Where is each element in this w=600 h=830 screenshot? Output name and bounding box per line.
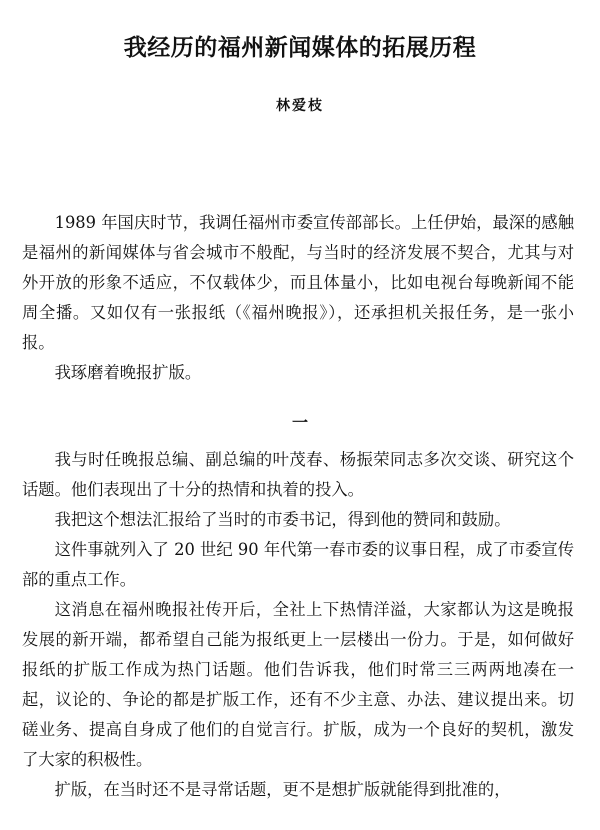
- paragraph: 我琢磨着晚报扩版。: [54, 363, 202, 382]
- paragraph: 这件事就列入了 20 世纪 90 年代第一春市委的议事日程，成了市委宣传部的重点工作。: [22, 540, 574, 589]
- paragraph: 扩版，在当时还不是寻常话题，更不是想扩版就能得到批准的，: [54, 780, 511, 799]
- paragraph: 这消息在福州晚报社传开后，全社上下热情洋溢，大家都认为这是晚报发展的新开端，都希望自己能为报纸更上一层楼出一份力。于是，如何做好报纸的扩版工作成为热门话题。他们告诉我，他们时常三三两两地凑在一起，议论的、争论的都是扩版工作，还有不少主意、办法、建议提出来。切磋业务、提高自身成了他们的自觉言行。扩版，成为一个良好的契机，激发了大家的积极性。: [22, 600, 574, 769]
- paragraph: 1989 年国庆时节，我调任福州市委宣传部部长。上任伊始，最深的感触是福州的新闻媒体与省会城市不般配，与当时的经济发展不契合，尤其与对外开放的形象不适应，不仅载体少，而且体量小，比如电视台每晚新闻不能周全播。又如仅有一张报纸（《福州晚报》），还承担机关报任务，是一张小报。: [22, 213, 574, 352]
- intro-section: [22, 208, 574, 388]
- article-author: 林爱枝: [276, 98, 324, 114]
- section-one-body: [22, 445, 574, 805]
- paragraph: 我与时任晚报总编、副总编的叶茂春、杨振荣同志多次交谈、研究这个话题。他们表现出了十分的热情和执着的投入。: [22, 450, 574, 499]
- article-title: 我经历的福州新闻媒体的拓展历程: [123, 34, 477, 61]
- paragraph: 我把这个想法汇报给了当时的市委书记，得到他的赞同和鼓励。: [54, 510, 511, 529]
- section-heading: 一: [291, 413, 308, 432]
